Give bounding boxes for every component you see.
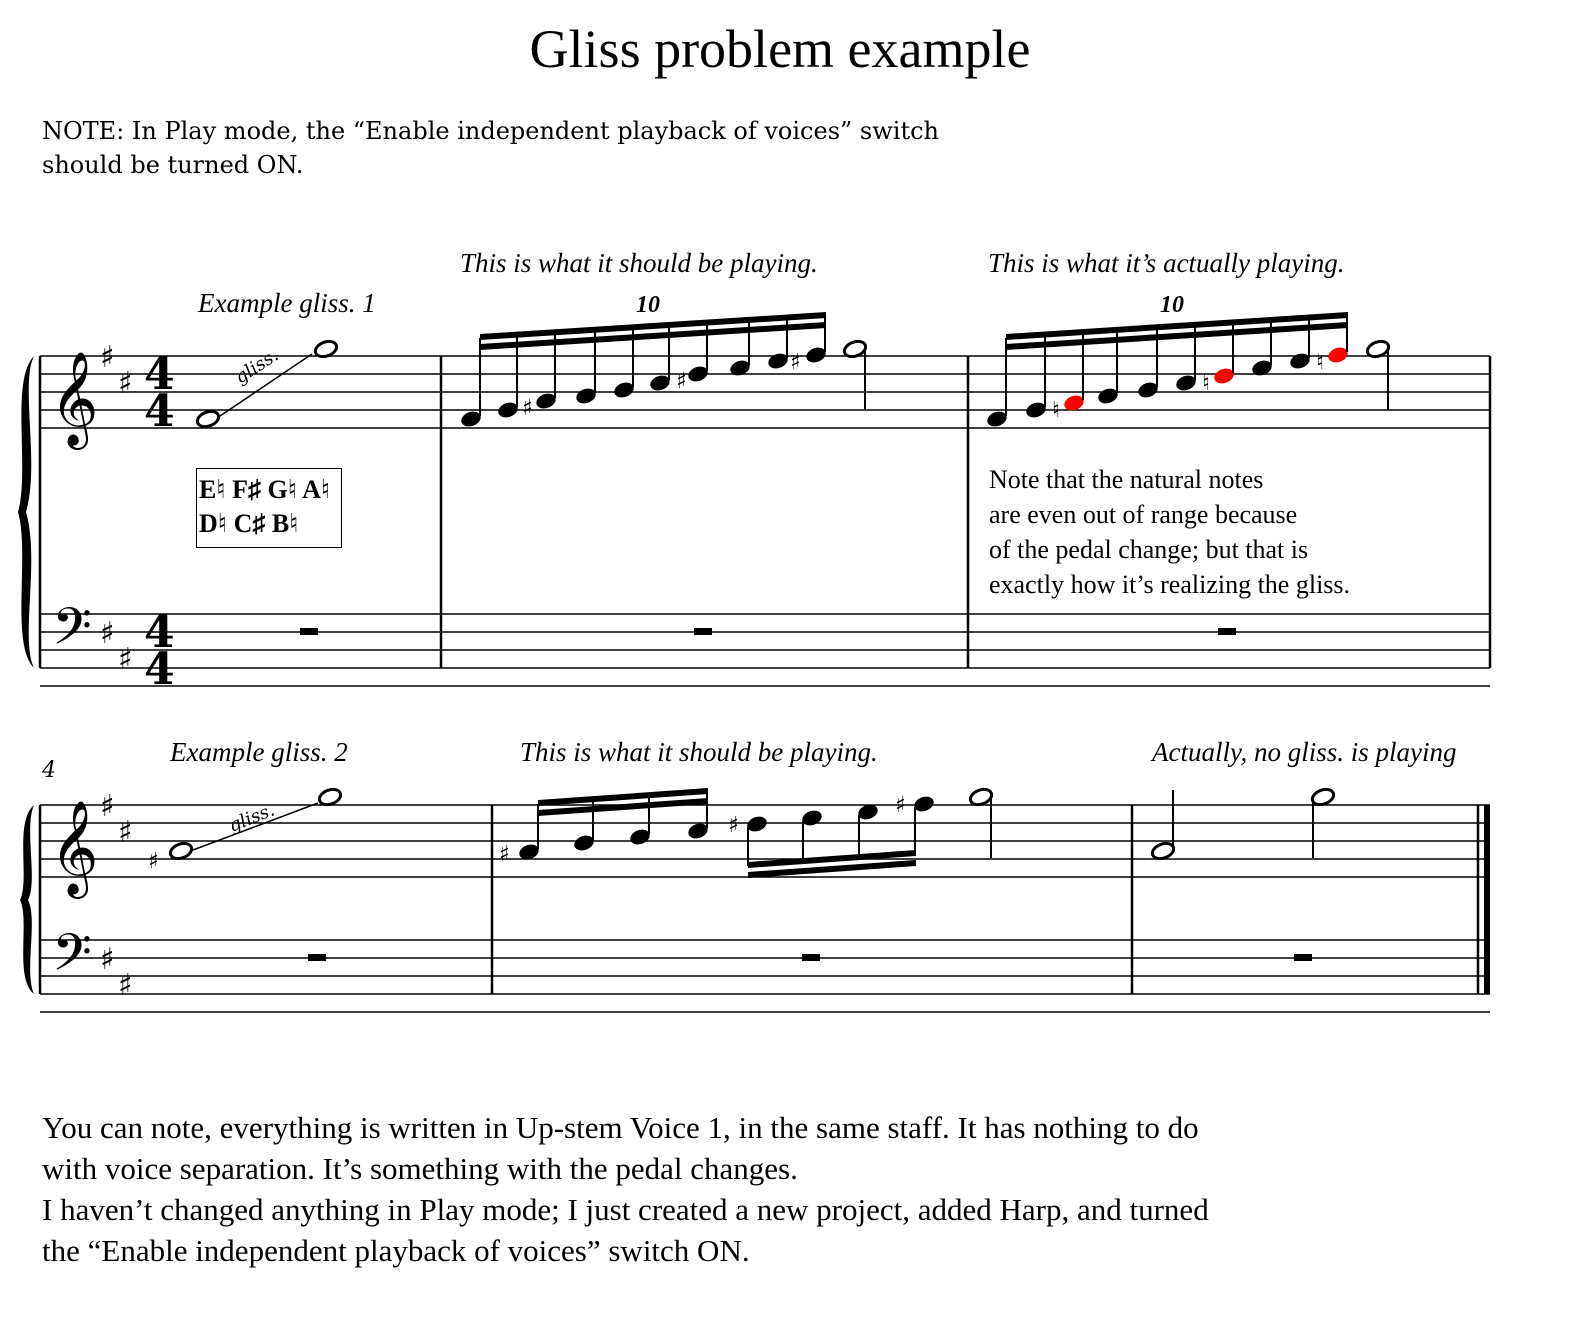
- whole-rest-icon: [694, 628, 712, 635]
- tuplet-number-should: 10: [636, 292, 660, 318]
- side-note-line-4: exactly how it’s realizing the gliss.: [989, 570, 1351, 599]
- pedal-diagram-line-1: E♮ F♯ G♮ A♮: [199, 475, 331, 504]
- no-gliss-figure: [1150, 787, 1335, 862]
- note-line-1: NOTE: In Play mode, the “Enable independent playback of voices” switch: [42, 117, 939, 145]
- svg-text:♯: ♯: [100, 942, 115, 977]
- whole-rest-icon: [308, 954, 326, 961]
- svg-text:♯: ♯: [100, 616, 115, 651]
- treble-clef-icon: 𝄞: [50, 800, 99, 895]
- brace-icon: [20, 805, 34, 994]
- time-signature-1: [144, 349, 175, 695]
- bass-staff-2: [40, 940, 1490, 1012]
- svg-text:♯: ♯: [499, 842, 510, 867]
- side-note-line-3: of the pedal change; but that is: [989, 535, 1309, 564]
- bass-clef-icon: 𝄢: [52, 596, 92, 669]
- treble-clef-icon: 𝄞: [50, 351, 99, 446]
- svg-text:4: 4: [144, 386, 175, 437]
- example-gliss-1-label: Example gliss. 1: [198, 288, 376, 318]
- gliss-example-1: [195, 339, 338, 430]
- svg-text:♮: ♮: [1052, 398, 1060, 423]
- explanation-text: [42, 1107, 1542, 1271]
- svg-text:♯: ♯: [676, 369, 687, 394]
- barlines-2: [40, 805, 1478, 994]
- gliss-example-2: [148, 787, 343, 874]
- svg-text:♯: ♯: [522, 396, 533, 421]
- system-2: [20, 787, 1490, 1012]
- svg-text:♮: ♮: [1202, 371, 1210, 396]
- no-gliss-label: Actually, no gliss. is playing: [1152, 737, 1457, 767]
- should-play-figure-1: [459, 312, 868, 429]
- barlines-1: [40, 356, 1490, 668]
- svg-text:♯: ♯: [118, 968, 133, 1003]
- brace-icon: [18, 356, 34, 668]
- svg-text:♯: ♯: [118, 815, 133, 850]
- svg-text:♯: ♯: [118, 642, 133, 677]
- svg-text:♯: ♯: [100, 789, 115, 824]
- svg-text:4: 4: [144, 349, 175, 400]
- should-play-label-1: This is what it should be playing.: [460, 248, 818, 278]
- svg-text:♯: ♯: [895, 793, 906, 818]
- side-note-line-2: are even out of range because: [989, 500, 1298, 529]
- bass-staff-1: [40, 614, 1490, 686]
- whole-rest-icon: [802, 954, 820, 961]
- gliss-text-2: gliss.: [226, 799, 278, 837]
- tuplet-number-actual: 10: [1160, 292, 1184, 318]
- system-1: [18, 312, 1490, 695]
- note-line-2: should be turned ON.: [42, 151, 304, 179]
- whole-rest-icon: [1218, 628, 1236, 635]
- side-note-line-1: Note that the natural notes: [989, 465, 1264, 494]
- svg-text:♮: ♮: [1316, 350, 1324, 375]
- whole-rest-icon: [300, 628, 318, 635]
- svg-text:♯: ♯: [728, 813, 739, 838]
- footer-line-1: You can note, everything is written in Up-stem Voice 1, in the same staff. It has nothing to do: [42, 1110, 1199, 1145]
- measure-number: 4: [42, 758, 56, 783]
- final-barline: [1484, 805, 1490, 994]
- svg-text:♯: ♯: [118, 366, 133, 401]
- svg-text:♯: ♯: [148, 849, 159, 874]
- svg-text:♯: ♯: [100, 340, 115, 375]
- whole-rest-icon: [1294, 954, 1312, 961]
- svg-text:4: 4: [144, 644, 175, 695]
- should-play-figure-2: [499, 787, 994, 878]
- pedal-diagram-line-2: D♮ C♯ B♮: [199, 509, 299, 538]
- svg-text:♯: ♯: [790, 350, 801, 375]
- gliss-text-1: gliss.: [231, 344, 283, 389]
- actual-play-figure-1: [985, 312, 1391, 429]
- footer-line-2: with voice separation. It’s something with the pedal changes.: [42, 1151, 798, 1186]
- bass-clef-icon: 𝄢: [52, 922, 92, 995]
- example-gliss-2-label: Example gliss. 2: [170, 737, 348, 767]
- svg-text:4: 4: [144, 607, 175, 658]
- actually-play-label-1: This is what it’s actually playing.: [988, 248, 1345, 278]
- footer-line-3: I haven’t changed anything in Play mode; I just created a new project, added Harp, and turned: [42, 1192, 1209, 1227]
- footer-line-4: the “Enable independent playback of voices” switch ON.: [42, 1233, 750, 1268]
- page-title: Gliss problem example: [529, 19, 1031, 79]
- should-play-label-2: This is what it should be playing.: [520, 737, 878, 767]
